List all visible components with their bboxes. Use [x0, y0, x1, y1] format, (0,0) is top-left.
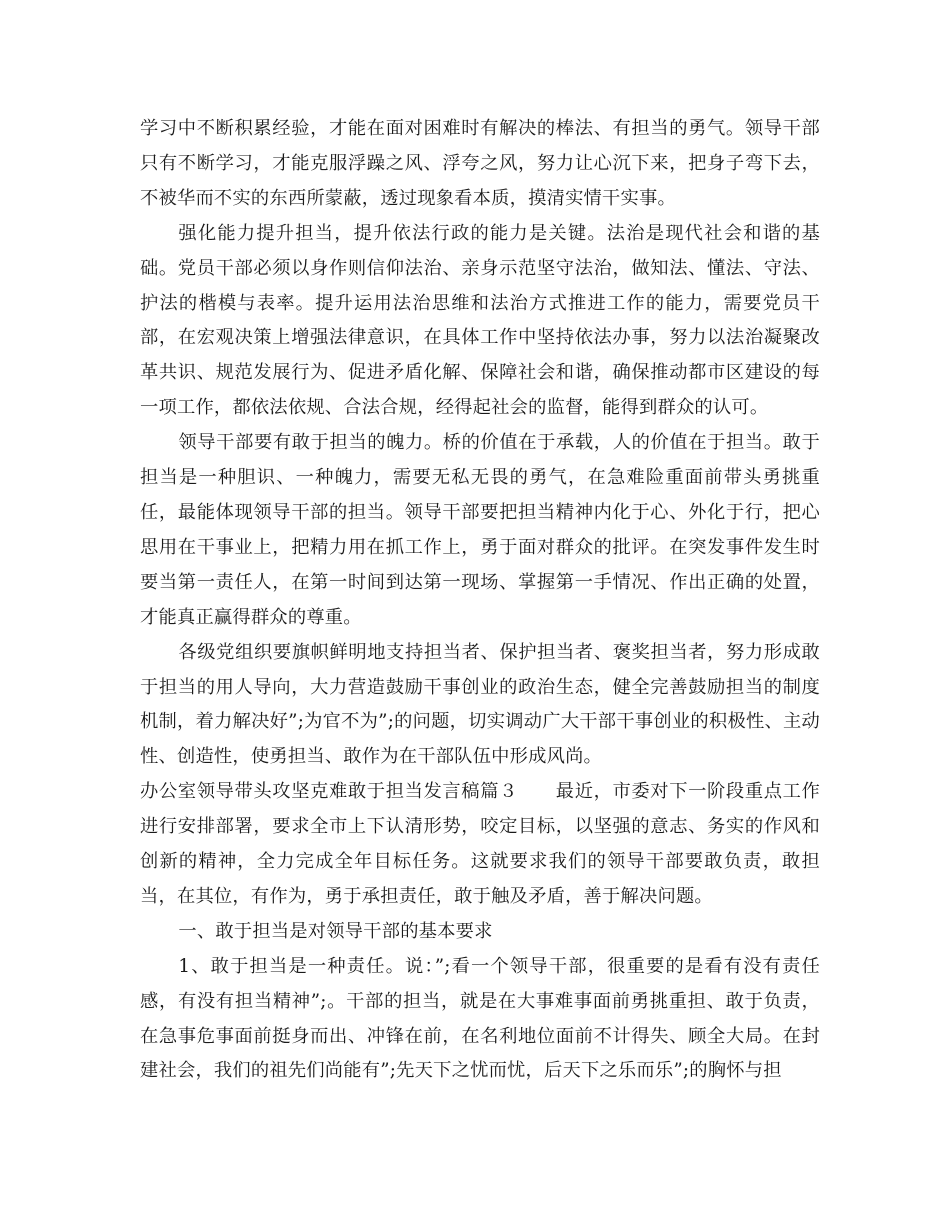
document-body	[140, 112, 820, 1089]
section-heading-one: 一、敢于担当是对领导干部的基本要求	[178, 920, 493, 942]
paragraph-party-organizations: 各级党组织要旗帜鲜明地支持担当者、保护担当者、褒奖担当者，努力形成敢于担当的用人导向，大力营造鼓励干事创业的政治生态，健全完善鼓励担当的制度机制，着力解决好”;为官不为”;的问题，切实调动广大干部干事创业的积极性、主动性、创造性，使勇担当、敢作为在干部队伍中形成风尚。	[140, 641, 820, 768]
paragraph-learning: 学习中不断积累经验，才能在面对困难时有解决的棒法、有担当的勇气。领导干部只有不断学习，才能克服浮躁之风、浮夸之风，努力让心沉下来，把身子弯下去，不被华而不实的东西所蒙蔽，透过现象看本质，摸清实情干实事。	[140, 118, 820, 209]
paragraph-section-title-and-intro: 办公室领导带头攻坚克难敢于担当发言稿篇３ 最近，市委对下一阶段重点工作进行安排部署，要求全市上下认清形势，咬定目标，以坚强的意志、务实的作风和创新的精神，全力完成全年目标任务。这就要求我们的领导干部要敢负责，敢担当，在其位，有作为，勇于承担责任，敢于触及矛盾，善于解决问题。	[140, 781, 820, 907]
paragraph-rule-of-law: 强化能力提升担当，提升依法行政的能力是关键。法治是现代社会和谐的基础。党员干部必须以身作则信仰法治、亲身示范坚守法治，做知法、懂法、守法、护法的楷模与表率。提升运用法治思维和法治方式推进工作的能力，需要党员干部，在宏观决策上增强法律意识，在具体工作中坚持依法办事，努力以法治凝聚改革共识、规范发展行为、促进矛盾化解、保障社会和谐，确保推动都市区建设的每一项工作，都依法依规、合法合规，经得起社会的监督，能得到群众的认可。	[140, 222, 820, 419]
paragraph-courage: 领导干部要有敢于担当的魄力。桥的价值在于承载，人的价值在于担当。敢于担当是一种胆识、一种魄力，需要无私无畏的勇气，在急难险重面前带头勇挑重任，最能体现领导干部的担当。领导干部要把担当精神内化于心、外化于行，把心思用在干事业上，把精力用在抓工作上，勇于面对群众的批评。在突发事件发生时要当第一责任人，在第一时间到达第一现场、掌握第一手情况、作出正确的处置，才能真正赢得群众的尊重。	[140, 432, 820, 628]
paragraph-responsibility: 1、敢于担当是一种责任。说：”;看一个领导干部，很重要的是看有没有责任感，有没有担当精神”;。干部的担当，就是在大事难事面前勇挑重担、敢于负责，在急事危事面前挺身而出、冲锋在前，在名利地位面前不计得失、顾全大局。在封建社会，我们的祖先们尚能有”;先天下之忧而忧，后天下之乐而乐”;的胸怀与担	[140, 955, 820, 1082]
